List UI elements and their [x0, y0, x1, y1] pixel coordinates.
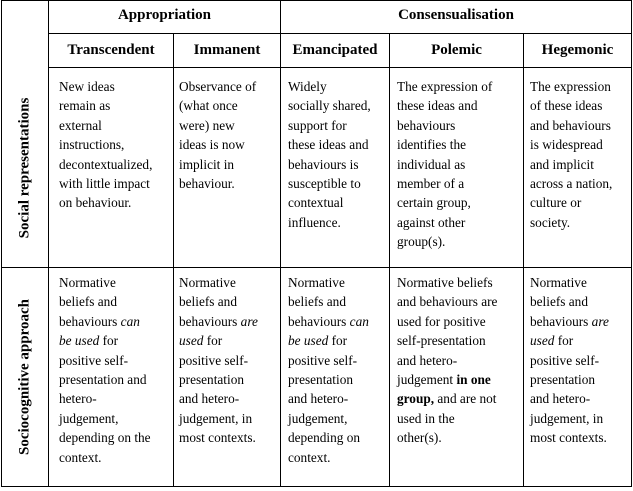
column-header-emancipated: Emancipated [292, 42, 378, 58]
cell-text-segment: The expression of these ideas and behaviours identifies the individual as member of a certain group, against other group(s). [397, 79, 493, 250]
cell-text-segment: for positive self- presentation and hetero- judgement, depending on the context. [59, 333, 151, 465]
cell-sociocognitive-approach-immanent [179, 273, 258, 448]
cell-text-segment: for positive self- presentation and hetero- judgement, in most contexts. [530, 333, 607, 446]
rule-col-3 [389, 33, 390, 487]
cell-sociocognitive-approach-emancipated [288, 273, 369, 467]
rule-col-4 [523, 33, 524, 487]
rule-row-divider [1, 267, 632, 268]
rule-bottom [1, 486, 632, 487]
cell-social-representations-emancipated [288, 77, 371, 232]
cell-text-segment: are used [530, 313, 609, 349]
column-header-hegemonic: Hegemonic [541, 42, 614, 58]
cell-text-segment: can be used [288, 313, 369, 349]
cell-social-representations-immanent [179, 77, 256, 193]
cell-sociocognitive-approach-polemic [397, 273, 497, 448]
cell-text-segment: and are not used in the other(s). [397, 391, 497, 446]
cell-text-segment: Widely socially shared, support for these ideas and behaviours is susceptible to contextual influence. [288, 79, 371, 230]
cell-sociocognitive-approach-hegemonic [530, 273, 609, 448]
rule-left [1, 0, 2, 487]
rule-col-1 [173, 33, 174, 487]
cell-social-representations-transcendent [59, 77, 152, 213]
cell-text-segment: can be used [59, 313, 140, 349]
rule-group-header [48, 33, 632, 34]
column-header-polemic: Polemic [431, 42, 482, 58]
cell-text-segment: New ideas remain as external instructions, decontextualized, with little impact on behaviour. [59, 79, 153, 211]
cell-text-segment: Normative beliefs and behaviours are used for positive self-presentation and hetero- judgement [397, 275, 498, 388]
cell-text-segment: Normative beliefs and behaviours [59, 275, 118, 329]
cell-text-segment: for positive self- presentation and hetero- judgement, in most contexts. [179, 333, 256, 446]
group-header-appropriation: Appropriation [117, 7, 212, 23]
cell-text-segment: Normative beliefs and behaviours [288, 275, 347, 329]
column-header-transcendent: Transcendent [67, 42, 155, 58]
cell-text-segment: for positive self- presentation and hetero- judgement, depending on context. [288, 333, 361, 465]
cell-sociocognitive-approach-transcendent [59, 273, 151, 467]
rule-group-split [280, 0, 281, 487]
rule-label-column [48, 0, 49, 487]
row-label-sociocognitive-approach: Sociocognitive approach [16, 299, 33, 455]
rule-column-header [48, 67, 632, 68]
rule-right [631, 0, 632, 487]
rule-top [1, 0, 632, 1]
column-header-immanent: Immanent [193, 42, 261, 58]
cell-text-segment: Normative beliefs and behaviours [179, 275, 238, 329]
cell-text-segment: Normative beliefs and behaviours [530, 275, 589, 329]
group-header-consensualisation: Consensualisation [398, 7, 514, 23]
cell-text-segment: are used [179, 313, 258, 349]
cell-text-segment: in one group, [397, 372, 491, 407]
cell-text-segment: Observance of (what once were) new ideas is now implicit in behaviour. [179, 79, 257, 192]
cell-social-representations-polemic [397, 77, 492, 252]
cell-social-representations-hegemonic [530, 77, 612, 232]
cell-text-segment: The expression of these ideas and behaviours is widespread and implicit across a nation, culture or society. [530, 79, 613, 230]
row-label-social-representations: Social representations [16, 97, 33, 239]
